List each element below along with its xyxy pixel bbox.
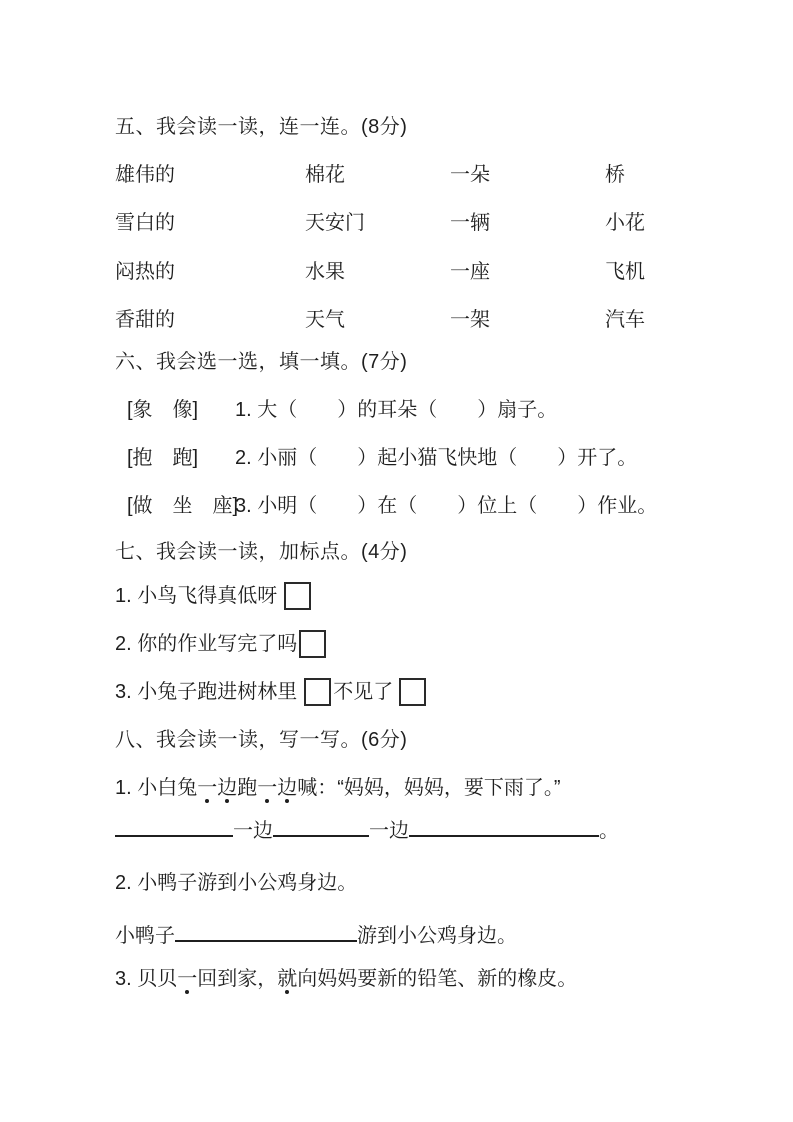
choose-fill-row xyxy=(0,446,793,472)
classifier-item: 一朵 xyxy=(450,164,490,186)
answer-underline[interactable] xyxy=(115,814,233,837)
adjective-item: 闷热的 xyxy=(115,261,175,283)
sentence-segment: 回到家， xyxy=(197,968,278,990)
choose-fill-row xyxy=(0,494,793,520)
section7-heading: 七、我会读一读，加标点。(4分) xyxy=(115,541,408,563)
options-bracket: [抱 跑] xyxy=(127,447,199,469)
sentence-segment: 喊：“妈妈，妈妈，要下雨了。” xyxy=(297,777,561,799)
answer-line xyxy=(0,814,793,840)
fill-in-sentence: 2. 小丽（ ）起小猫飞快地（ ）开了。 xyxy=(235,447,638,469)
classifier-item: 一架 xyxy=(450,309,490,331)
sentence-segment: 向妈妈要新的铅笔、新的橡皮。 xyxy=(297,968,578,990)
noun-item: 水果 xyxy=(305,261,345,283)
sentence-segment: 小鸭子 xyxy=(115,925,175,947)
sentence-segment: 1. 小白兔 xyxy=(115,777,198,799)
noun-item: 天气 xyxy=(305,309,345,331)
classifier-item: 一辆 xyxy=(450,212,490,234)
answer-underline[interactable] xyxy=(175,919,357,942)
answer-underline[interactable] xyxy=(273,814,369,837)
answer-line xyxy=(0,919,793,945)
options-bracket: [象 像] xyxy=(127,399,199,421)
adjective-item: 香甜的 xyxy=(115,309,175,331)
sentence-segment: 游到小公鸡身边。 xyxy=(357,925,517,947)
object-item: 桥 xyxy=(605,164,625,186)
sentence-text: 1. 小鸟飞得真低呀 xyxy=(115,585,278,607)
noun-item: 棉花 xyxy=(305,164,345,186)
object-item: 小花 xyxy=(605,212,645,234)
answer-underline[interactable] xyxy=(409,814,599,837)
example-sentence xyxy=(0,967,793,993)
punctuation-box[interactable] xyxy=(284,582,311,610)
punctuation-box[interactable] xyxy=(304,678,331,706)
object-item: 汽车 xyxy=(605,309,645,331)
punctuation-row xyxy=(0,628,793,660)
sentence-text: 2. 你的作业写完了吗 xyxy=(115,633,298,655)
fill-in-sentence: 3. 小明（ ）在（ ）位上（ ）作业。 xyxy=(235,495,658,517)
section5-heading: 五、我会读一读，连一连。(8分) xyxy=(115,116,408,138)
punctuation-row xyxy=(0,676,793,708)
emphasis-segment: 一 xyxy=(177,968,198,990)
emphasis-segment: 一边 xyxy=(257,777,298,799)
adjective-item: 雪白的 xyxy=(115,212,175,234)
punctuation-box[interactable] xyxy=(399,678,426,706)
adjective-item: 雄伟的 xyxy=(115,164,175,186)
match-row xyxy=(0,163,793,189)
fill-in-sentence: 1. 大（ ）的耳朵（ ）扇子。 xyxy=(235,399,558,421)
sentence-segment: 跑 xyxy=(237,777,258,799)
example-sentence: 2. 小鸭子游到小公鸡身边。 xyxy=(115,872,358,894)
match-row xyxy=(0,211,793,237)
sentence-text: 3. 小兔子跑进树林里 xyxy=(115,681,298,703)
choose-fill-row xyxy=(0,398,793,424)
options-bracket: [做 坐 座] xyxy=(127,495,239,517)
connector-label: 一边 xyxy=(233,820,273,842)
match-row xyxy=(0,308,793,334)
period-label: 。 xyxy=(599,820,619,842)
punctuation-row xyxy=(0,580,793,612)
match-row xyxy=(0,260,793,286)
object-item: 飞机 xyxy=(605,261,645,283)
section6-heading: 六、我会选一选，填一填。(7分) xyxy=(115,351,408,373)
punctuation-box[interactable] xyxy=(299,630,326,658)
emphasis-segment: 就 xyxy=(277,968,298,990)
section8-heading: 八、我会读一读，写一写。(6分) xyxy=(115,729,408,751)
noun-item: 天安门 xyxy=(305,212,365,234)
classifier-item: 一座 xyxy=(450,261,490,283)
sentence-text: 不见了 xyxy=(333,681,394,703)
example-sentence xyxy=(0,776,793,802)
connector-label: 一边 xyxy=(369,820,409,842)
emphasis-segment: 一边 xyxy=(197,777,238,799)
sentence-segment: 3. 贝贝 xyxy=(115,968,178,990)
